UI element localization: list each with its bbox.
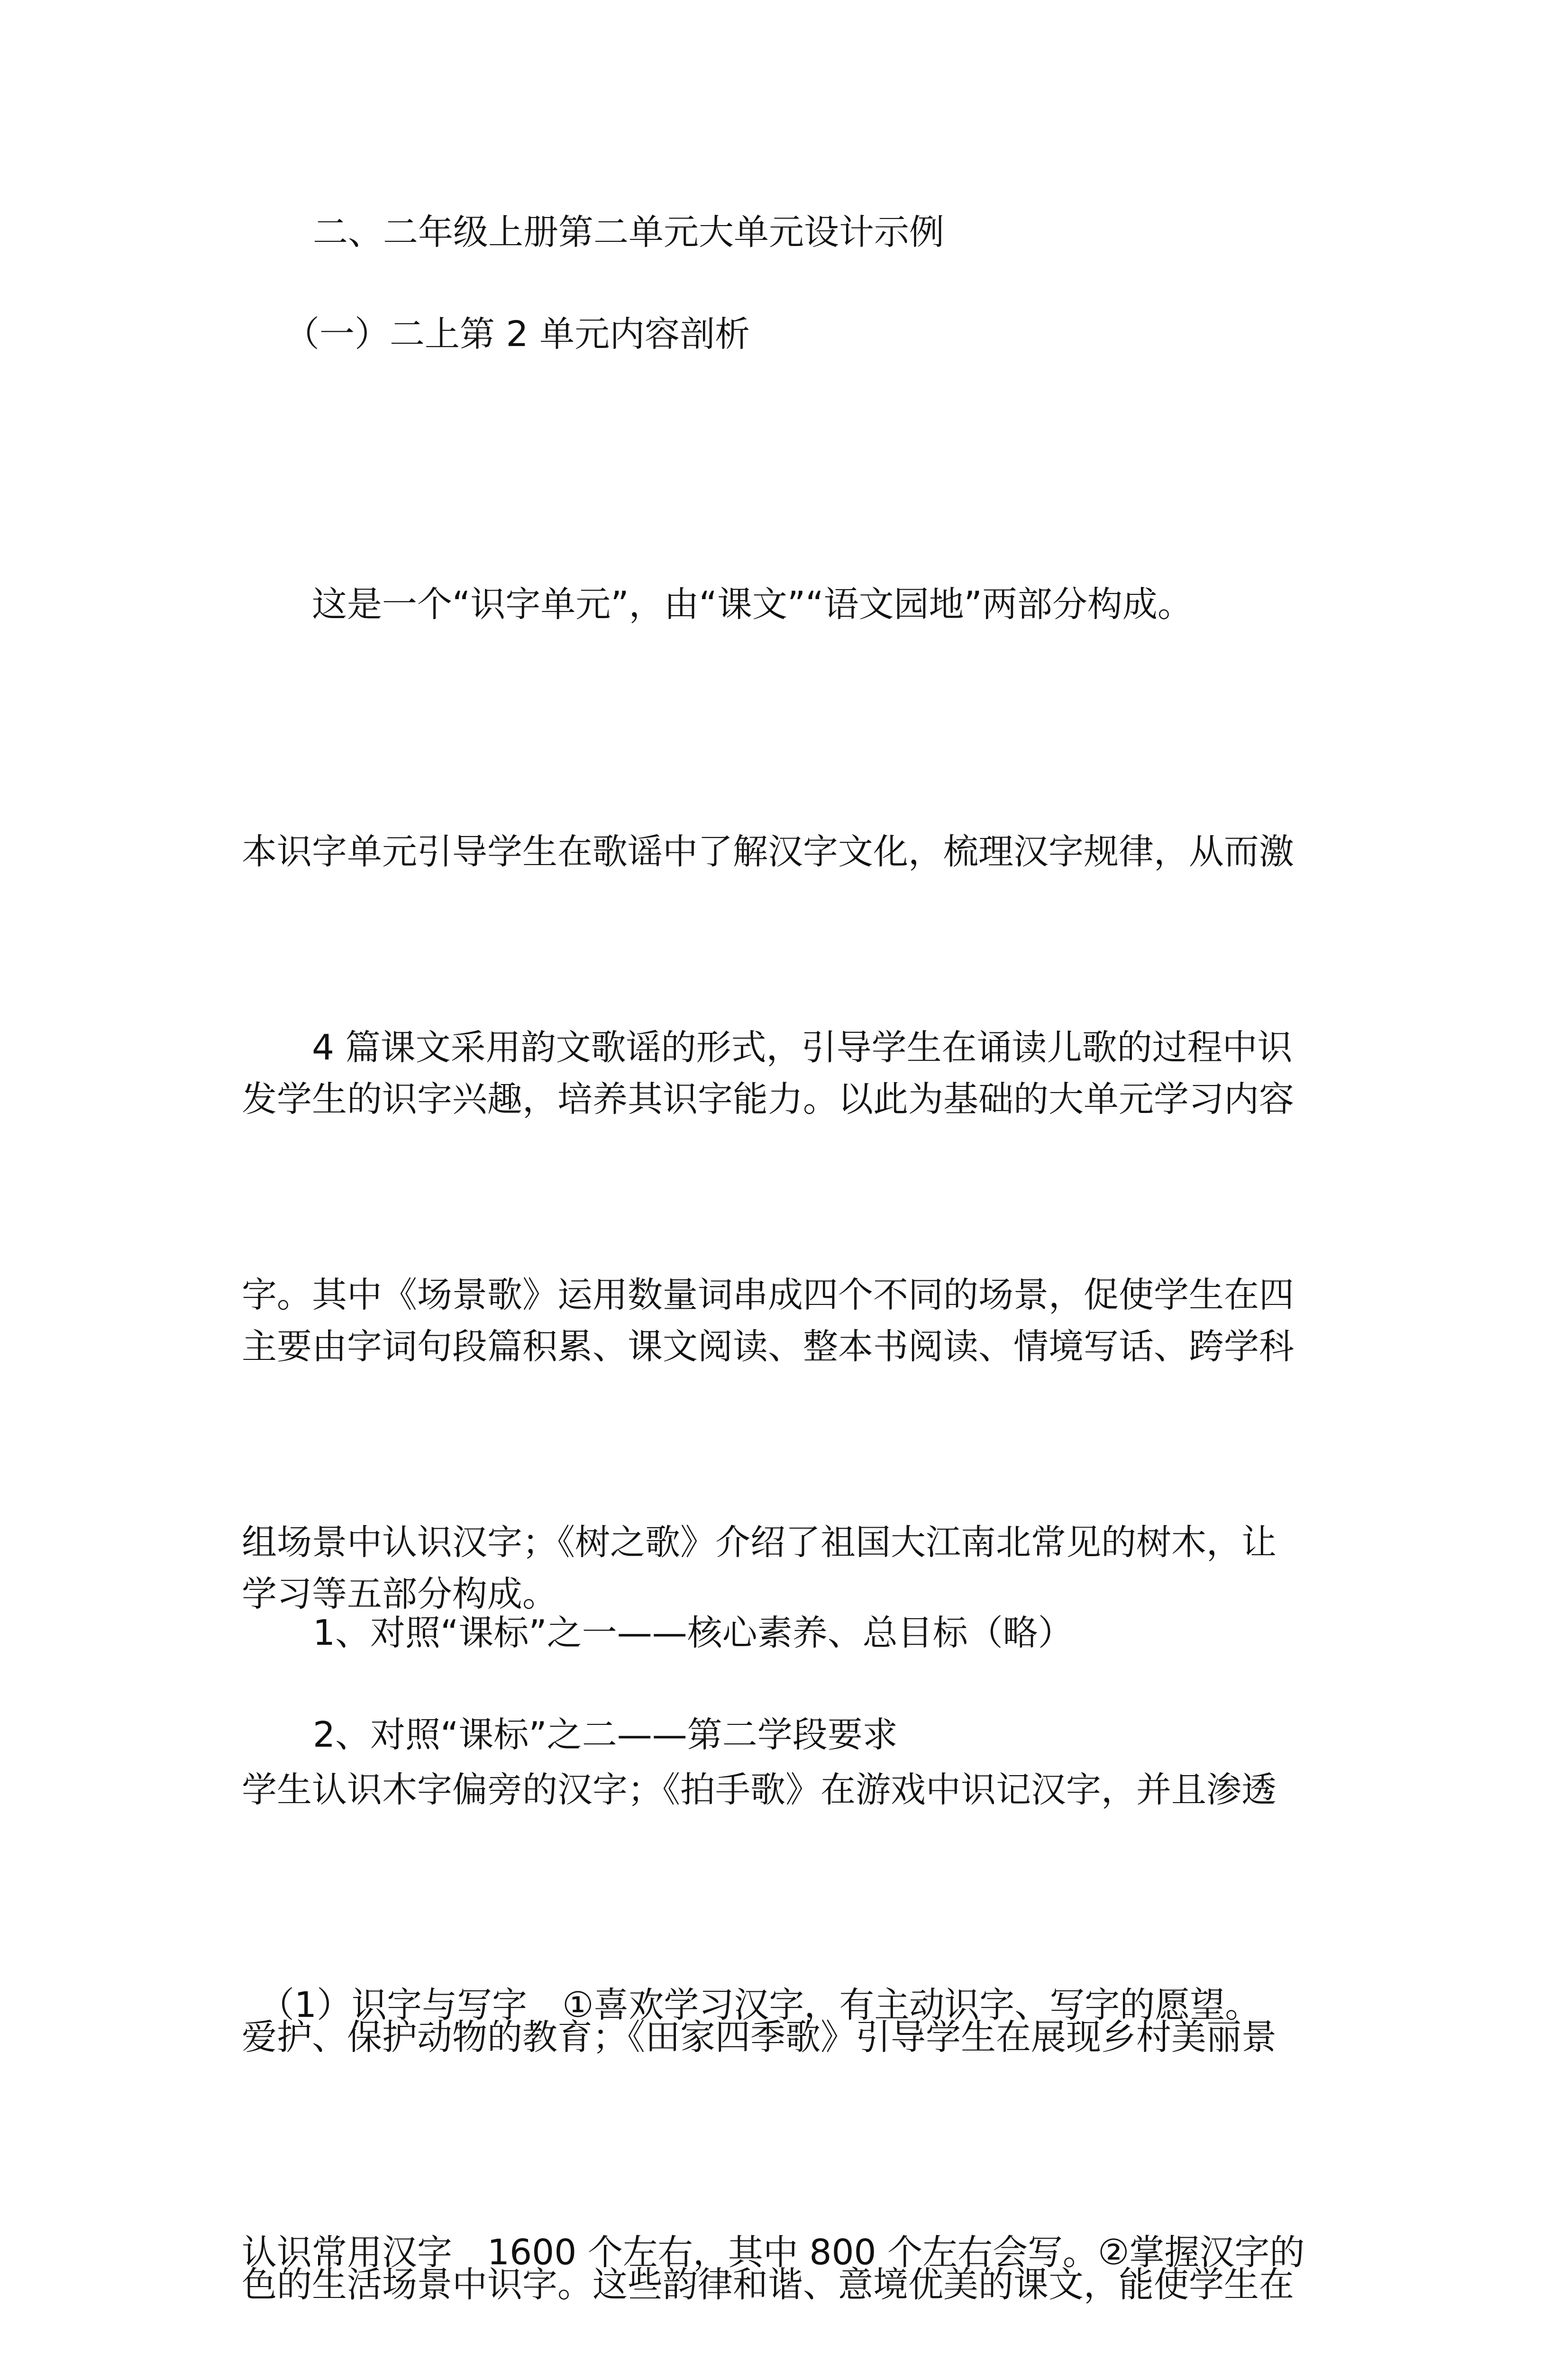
paragraph-line: 学生认识木字偏旁的汉字；《拍手歌》在游戏中识记汉字，并且渗透 <box>242 1769 1276 1810</box>
paragraph-line: 这是一个“识字单元”，由“课文”“语文园地”两部分构成。 <box>242 584 1193 625</box>
subsection-heading: （一）二上第 2 单元内容剖析 <box>284 314 750 355</box>
paragraph-literacy-writing <box>242 1799 1346 2370</box>
paragraph-line: 4 篇课文采用韵文歌谣的形式，引导学生在诵读儿歌的过程中识 <box>242 1027 1293 1068</box>
paragraph-line: 爱护、保护动物的教育；《田家四季歌》引导学生在展现乡村美丽景 <box>242 2017 1276 2058</box>
paragraph-line: 发学生的识字兴趣，培养其识字能力。以此为基础的大单元学习内容 <box>242 1079 1294 1120</box>
section-heading: 二、二年级上册第二单元大单元设计示例 <box>313 212 944 253</box>
paragraph-line: 学习等五部分构成。 <box>242 1574 557 1614</box>
list-item-standard-one: 1、对照“课标”之一——核心素养、总目标（略） <box>313 1613 1073 1653</box>
paragraph-line: 色的生活场景中识字。这些韵律和谐、意境优美的课文，能使学生在 <box>242 2264 1294 2305</box>
list-item-standard-two: 2、对照“课标”之二——第二学段要求 <box>313 1714 898 1755</box>
paragraph-line: 组场景中认识汉字；《树之歌》介绍了祖国大江南北常见的树木，让 <box>242 1522 1276 1563</box>
paragraph-line: 主要由字词句段篇积累、课文阅读、整本书阅读、情境写话、跨学科 <box>242 1326 1294 1367</box>
paragraph-line: 字。其中《场景歌》运用数量词串成四个不同的场景，促使学生在四 <box>242 1275 1294 1315</box>
paragraph-line: 本识字单元引导学生在歌谣中了解汉字文化，梳理汉字规律，从而激 <box>242 831 1294 872</box>
paragraph-line: 认识常用汉字 1600 个左右，其中 800 个左右会写。②掌握汉字的 <box>242 2232 1305 2273</box>
paragraph-line: （1）识字与写字 ①喜欢学习汉字，有主动识字、写字的愿望。 <box>242 1985 1260 2025</box>
